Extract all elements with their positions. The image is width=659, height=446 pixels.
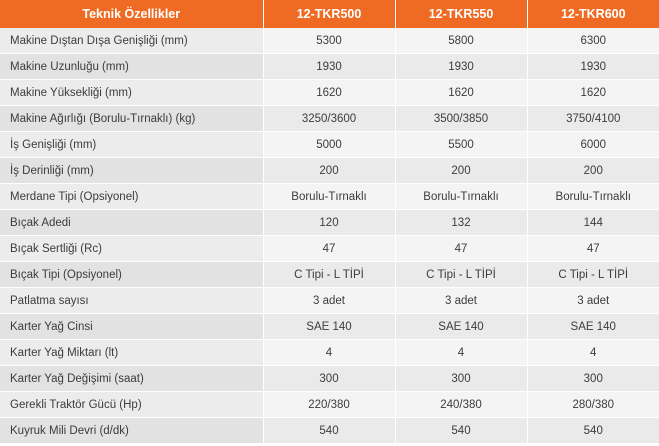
table-cell-value: 5500 <box>395 132 527 158</box>
table-cell-value: SAE 140 <box>263 314 395 340</box>
table-cell-value: 200 <box>263 158 395 184</box>
table-cell-value: 4 <box>263 340 395 366</box>
table-row <box>0 262 659 288</box>
table-cell-value: 4 <box>527 340 659 366</box>
table-cell-label: Patlatma sayısı <box>0 288 263 314</box>
table-cell-value: 240/380 <box>395 392 527 418</box>
table-cell-value: 5800 <box>395 28 527 54</box>
table-row <box>0 288 659 314</box>
table-row <box>0 132 659 158</box>
table-row <box>0 210 659 236</box>
table-cell-label: Makine Ağırlığı (Borulu-Tırnaklı) (kg) <box>0 106 263 132</box>
table-cell-value: 3 adet <box>263 288 395 314</box>
table-cell-value: 1930 <box>263 54 395 80</box>
table-row <box>0 106 659 132</box>
table-cell-value: 47 <box>527 236 659 262</box>
table-cell-value: SAE 140 <box>395 314 527 340</box>
table-cell-label: İş Genişliği (mm) <box>0 132 263 158</box>
table-cell-label: Karter Yağ Miktarı (lt) <box>0 340 263 366</box>
table-cell-value: C Tipi - L TİPİ <box>263 262 395 288</box>
table-cell-label: Karter Yağ Cinsi <box>0 314 263 340</box>
table-cell-value: 1620 <box>527 80 659 106</box>
table-cell-label: Bıçak Tipi (Opsiyonel) <box>0 262 263 288</box>
table-header-cell-model-2: 12-TKR550 <box>395 0 527 28</box>
table-cell-label: Karter Yağ Değişimi (saat) <box>0 366 263 392</box>
table-row <box>0 340 659 366</box>
table-cell-value: 4 <box>395 340 527 366</box>
table-row <box>0 158 659 184</box>
table-cell-value: 300 <box>263 366 395 392</box>
table-cell-value: C Tipi - L TİPİ <box>395 262 527 288</box>
table-cell-value: Borulu-Tırnaklı <box>263 184 395 210</box>
table-cell-value: 5300 <box>263 28 395 54</box>
table-cell-label: Bıçak Adedi <box>0 210 263 236</box>
table-cell-value: 3250/3600 <box>263 106 395 132</box>
table-cell-value: 300 <box>527 366 659 392</box>
table-row <box>0 418 659 444</box>
table-cell-value: 5000 <box>263 132 395 158</box>
table-row <box>0 236 659 262</box>
table-cell-value: 3 adet <box>527 288 659 314</box>
table-cell-value: 540 <box>395 418 527 444</box>
table-cell-value: 3750/4100 <box>527 106 659 132</box>
table-cell-label: Makine Dıştan Dışa Genişliği (mm) <box>0 28 263 54</box>
table-cell-value: 220/380 <box>263 392 395 418</box>
table-cell-label: Makine Uzunluğu (mm) <box>0 54 263 80</box>
table-cell-value: Borulu-Tırnaklı <box>527 184 659 210</box>
table-cell-value: 120 <box>263 210 395 236</box>
table-row <box>0 366 659 392</box>
table-cell-value: 6000 <box>527 132 659 158</box>
table-cell-value: 280/380 <box>527 392 659 418</box>
table-cell-value: 1620 <box>263 80 395 106</box>
table-header-cell-model-1: 12-TKR500 <box>263 0 395 28</box>
table-cell-label: Gerekli Traktör Gücü (Hp) <box>0 392 263 418</box>
table-row <box>0 80 659 106</box>
table-cell-value: 200 <box>527 158 659 184</box>
table-row <box>0 314 659 340</box>
table-cell-label: Bıçak Sertliği (Rc) <box>0 236 263 262</box>
table-cell-label: Makine Yüksekliği (mm) <box>0 80 263 106</box>
table-cell-value: C Tipi - L TİPİ <box>527 262 659 288</box>
table-cell-label: Kuyruk Mili Devri (d/dk) <box>0 418 263 444</box>
table-cell-value: 200 <box>395 158 527 184</box>
table-cell-value: 6300 <box>527 28 659 54</box>
table-cell-value: Borulu-Tırnaklı <box>395 184 527 210</box>
table-header <box>0 0 659 28</box>
table-cell-value: SAE 140 <box>527 314 659 340</box>
table-header-row <box>0 0 659 28</box>
table-row <box>0 54 659 80</box>
table-cell-value: 540 <box>527 418 659 444</box>
table-cell-value: 1930 <box>395 54 527 80</box>
table-header-cell-model-3: 12-TKR600 <box>527 0 659 28</box>
table-cell-value: 540 <box>263 418 395 444</box>
table-header-cell-features: Teknik Özellikler <box>0 0 263 28</box>
table-row <box>0 184 659 210</box>
table-cell-value: 47 <box>395 236 527 262</box>
table-row <box>0 392 659 418</box>
table-cell-value: 3500/3850 <box>395 106 527 132</box>
table-cell-value: 1930 <box>527 54 659 80</box>
table-cell-label: Merdane Tipi (Opsiyonel) <box>0 184 263 210</box>
table-cell-value: 3 adet <box>395 288 527 314</box>
table-row <box>0 28 659 54</box>
table-cell-value: 300 <box>395 366 527 392</box>
table-cell-value: 132 <box>395 210 527 236</box>
table-cell-label: İş Derinliği (mm) <box>0 158 263 184</box>
table-cell-value: 1620 <box>395 80 527 106</box>
table-body <box>0 28 659 444</box>
table-cell-value: 144 <box>527 210 659 236</box>
table-cell-value: 47 <box>263 236 395 262</box>
